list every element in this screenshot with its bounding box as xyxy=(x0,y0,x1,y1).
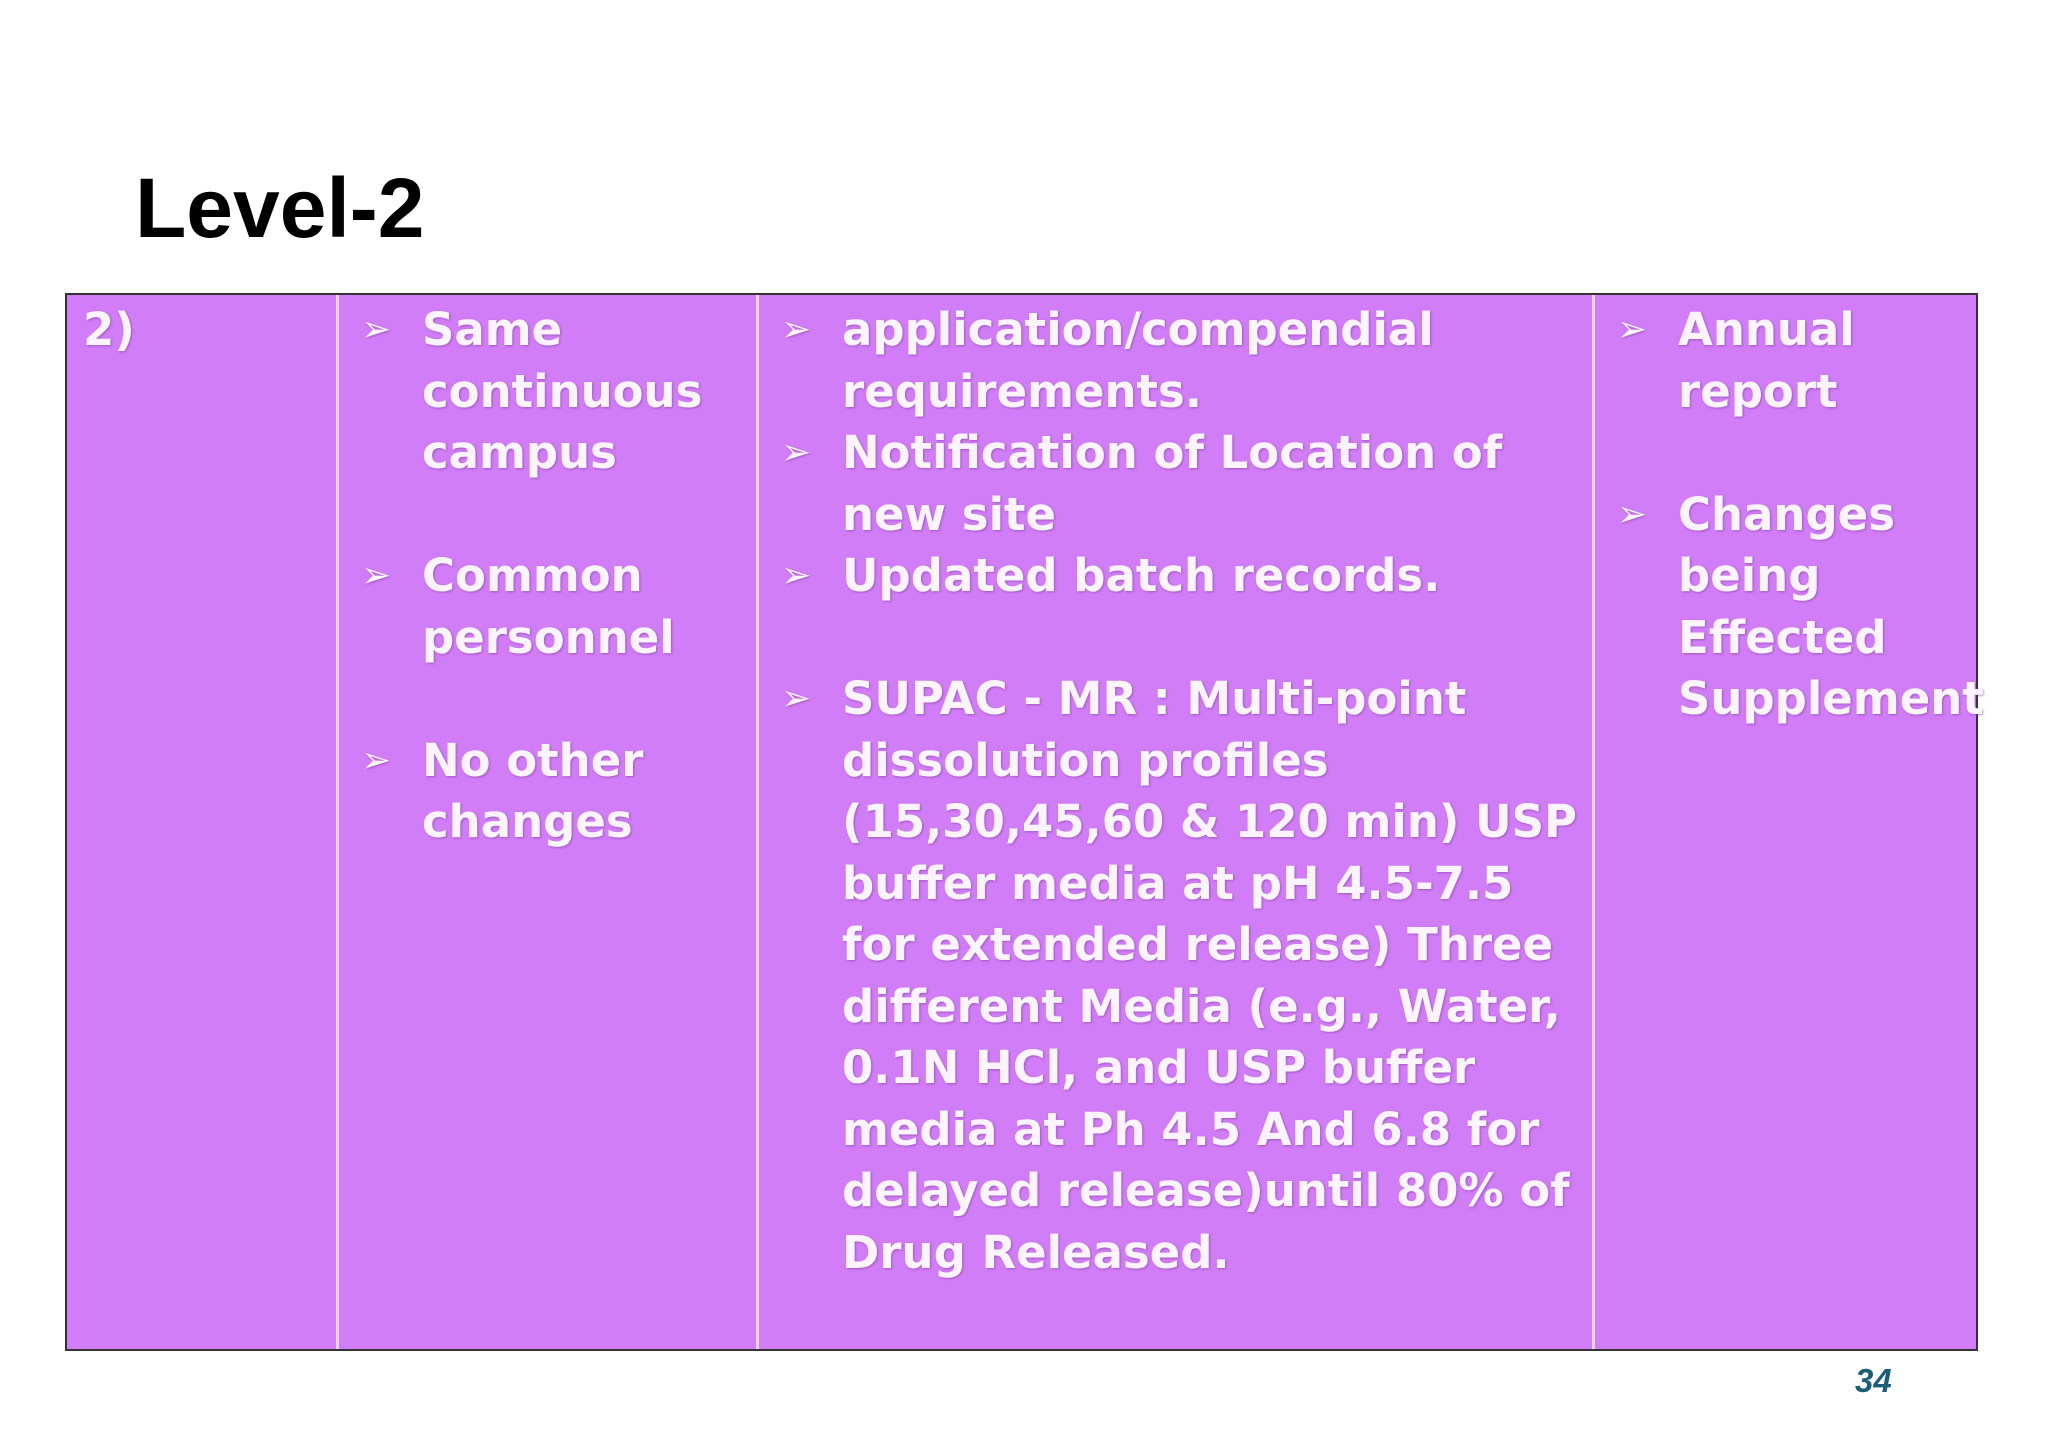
arrowhead-bullet-icon: ➢ xyxy=(361,555,392,596)
slide-title: Level-2 xyxy=(135,161,425,255)
arrowhead-bullet-icon: ➢ xyxy=(781,309,812,350)
list-item-text: Notification of Location of new site xyxy=(842,426,1503,541)
table-cell-conditions xyxy=(339,295,759,1349)
page-number: 34 xyxy=(1855,1362,1892,1399)
arrowhead-bullet-icon: ➢ xyxy=(1617,493,1648,535)
list-item xyxy=(1617,299,1976,422)
requirements-list xyxy=(781,299,1584,1283)
list-item-text: Same continuous campus xyxy=(422,303,703,479)
arrowhead-bullet-icon: ➢ xyxy=(781,678,812,719)
arrowhead-bullet-icon: ➢ xyxy=(361,309,392,350)
row-number-label: 2) xyxy=(83,303,135,356)
conditions-list xyxy=(361,299,746,853)
list-item xyxy=(781,299,1584,422)
list-item xyxy=(781,668,1584,1283)
list-item-text: Changes being Effected Supplement xyxy=(1678,487,1984,725)
list-item xyxy=(361,299,746,484)
arrowhead-bullet-icon: ➢ xyxy=(361,739,392,781)
arrowhead-bullet-icon: ➢ xyxy=(781,432,812,473)
list-item-text: Annual report xyxy=(1678,303,1855,418)
list-item-text: No other changes xyxy=(422,733,644,848)
list-item xyxy=(781,545,1584,607)
table-cell-filing xyxy=(1595,295,1984,1349)
list-item xyxy=(1617,484,1984,730)
list-item xyxy=(361,730,746,853)
level-2-table xyxy=(65,293,1984,1351)
list-item xyxy=(781,422,1584,545)
table-cell-requirements xyxy=(759,295,1595,1349)
list-item-text: Common personnel xyxy=(422,549,675,664)
filing-list xyxy=(1617,299,1984,730)
arrowhead-bullet-icon: ➢ xyxy=(1617,309,1648,350)
list-item-text: application/compendial requirements. xyxy=(842,303,1434,418)
list-item-text: Updated batch records. xyxy=(842,549,1441,602)
table-cell-row-number xyxy=(67,295,339,1349)
list-item xyxy=(361,545,746,668)
arrowhead-bullet-icon: ➢ xyxy=(781,555,812,596)
list-item-text: SUPAC - MR : Multi-point dissolution profiles (15,30,45,60 & 120 min) USP buffer media at pH 4.5-7.5 for extended release) Three different Media (e.g., Water, 0.1N HCl, and USP buffer media at Ph 4.5 And 6.8 for delayed release)until 80% of Drug Released. xyxy=(842,672,1578,1279)
